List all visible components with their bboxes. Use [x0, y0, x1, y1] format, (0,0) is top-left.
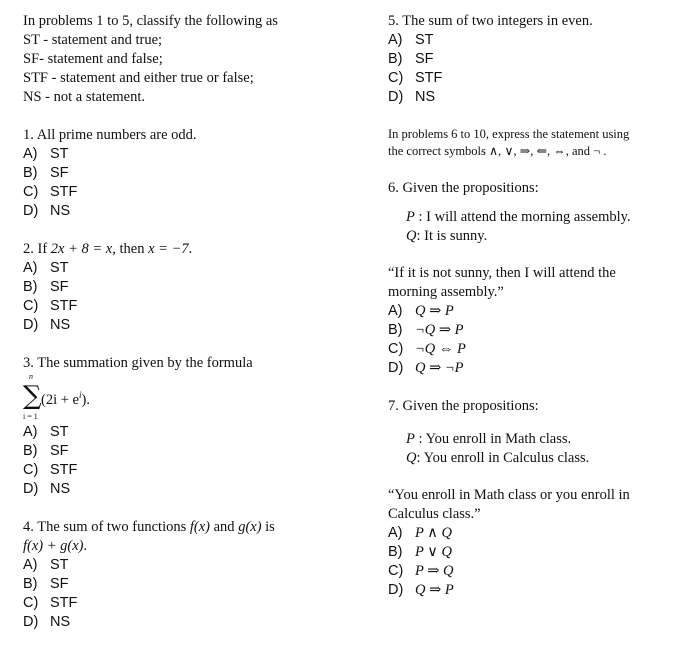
option-b[interactable]: B) SF	[23, 443, 69, 459]
summation-upper-limit: n	[29, 372, 33, 381]
option-b[interactable]: B) P ∨ Q	[388, 544, 452, 560]
intro-line: STF - statement and either true or false;	[23, 70, 254, 86]
option-c[interactable]: C) STF	[23, 595, 78, 611]
question-2	[23, 240, 353, 335]
option-a[interactable]: A) ST	[388, 32, 434, 48]
option-b[interactable]: B) SF	[23, 165, 69, 181]
question-6	[388, 179, 688, 378]
option-c[interactable]: C) STF	[23, 462, 78, 478]
option-a[interactable]: A) Q ⇒ P	[388, 303, 454, 319]
question-text: 3. The summation given by the formula	[23, 355, 253, 371]
summation-formula	[23, 373, 353, 423]
intro-line: ST - statement and true;	[23, 32, 163, 48]
question-3	[23, 354, 353, 499]
proposition-q: Q: You enroll in Calculus class.	[406, 450, 590, 466]
question-4	[23, 518, 353, 632]
option-c[interactable]: C) P ⇒ Q	[388, 563, 454, 579]
option-d[interactable]: D) Q ⇒ ¬P	[388, 360, 464, 376]
question-text: 2. If 2x + 8 = x, then x = −7.	[23, 241, 193, 257]
summation-lower-limit: i = 1	[23, 412, 38, 421]
option-d[interactable]: D) NS	[388, 89, 436, 105]
sigma-symbol: ∑	[23, 381, 42, 411]
option-d[interactable]: D) NS	[23, 203, 71, 219]
proposition-p: P : You enroll in Math class.	[406, 431, 572, 447]
quoted-statement: morning assembly.”	[388, 284, 504, 300]
question-7	[388, 397, 688, 600]
quoted-statement: “If it is not sunny, then I will attend the	[388, 265, 616, 281]
option-b[interactable]: B) SF	[23, 279, 69, 295]
option-c[interactable]: C) STF	[23, 298, 78, 314]
question-text: 6. Given the propositions:	[388, 180, 539, 196]
proposition-p: P : I will attend the morning assembly.	[406, 209, 631, 225]
option-a[interactable]: A) P ∧ Q	[388, 525, 452, 541]
option-d[interactable]: D) NS	[23, 614, 71, 630]
instructions-block	[388, 126, 688, 160]
option-c[interactable]: C) ¬Q ⇔ P	[388, 341, 466, 357]
option-d[interactable]: D) NS	[23, 481, 71, 497]
instructions-line: the correct symbols ∧, ∨, ⇒, ⇐, ⇔, and ¬ .	[388, 144, 607, 158]
right-column	[388, 12, 688, 619]
left-column	[23, 12, 353, 651]
intro-line: SF- statement and false;	[23, 51, 163, 67]
option-b[interactable]: B) ¬Q ⇒ P	[388, 322, 464, 338]
option-c[interactable]: C) STF	[388, 70, 443, 86]
option-b[interactable]: B) SF	[388, 51, 434, 67]
option-d[interactable]: D) Q ⇒ P	[388, 582, 454, 598]
option-c[interactable]: C) STF	[23, 184, 78, 200]
question-1	[23, 126, 353, 221]
option-d[interactable]: D) NS	[23, 317, 71, 333]
intro-line: In problems 1 to 5, classify the following as	[23, 13, 278, 29]
question-text: 4. The sum of two functions f(x) and g(x) is	[23, 519, 275, 535]
proposition-q: Q: It is sunny.	[406, 228, 488, 244]
option-a[interactable]: A) ST	[23, 557, 69, 573]
option-a[interactable]: A) ST	[23, 260, 69, 276]
option-a[interactable]: A) ST	[23, 146, 69, 162]
option-a[interactable]: A) ST	[23, 424, 69, 440]
question-text-cont: f(x) + g(x).	[23, 538, 88, 554]
question-text: 5. The sum of two integers in even.	[388, 13, 593, 29]
intro-line: NS - not a statement.	[23, 89, 146, 105]
question-text: 7. Given the propositions:	[388, 398, 539, 414]
option-b[interactable]: B) SF	[23, 576, 69, 592]
quoted-statement: Calculus class.”	[388, 506, 481, 522]
quoted-statement: “You enroll in Math class or you enroll in	[388, 487, 630, 503]
summation-body: $(2i + e^i)$.	[41, 390, 90, 408]
intro-block	[23, 12, 353, 107]
instructions-line: In problems 6 to 10, express the statement using	[388, 127, 630, 141]
question-5	[388, 12, 688, 107]
question-text: 1. All prime numbers are odd.	[23, 127, 197, 143]
